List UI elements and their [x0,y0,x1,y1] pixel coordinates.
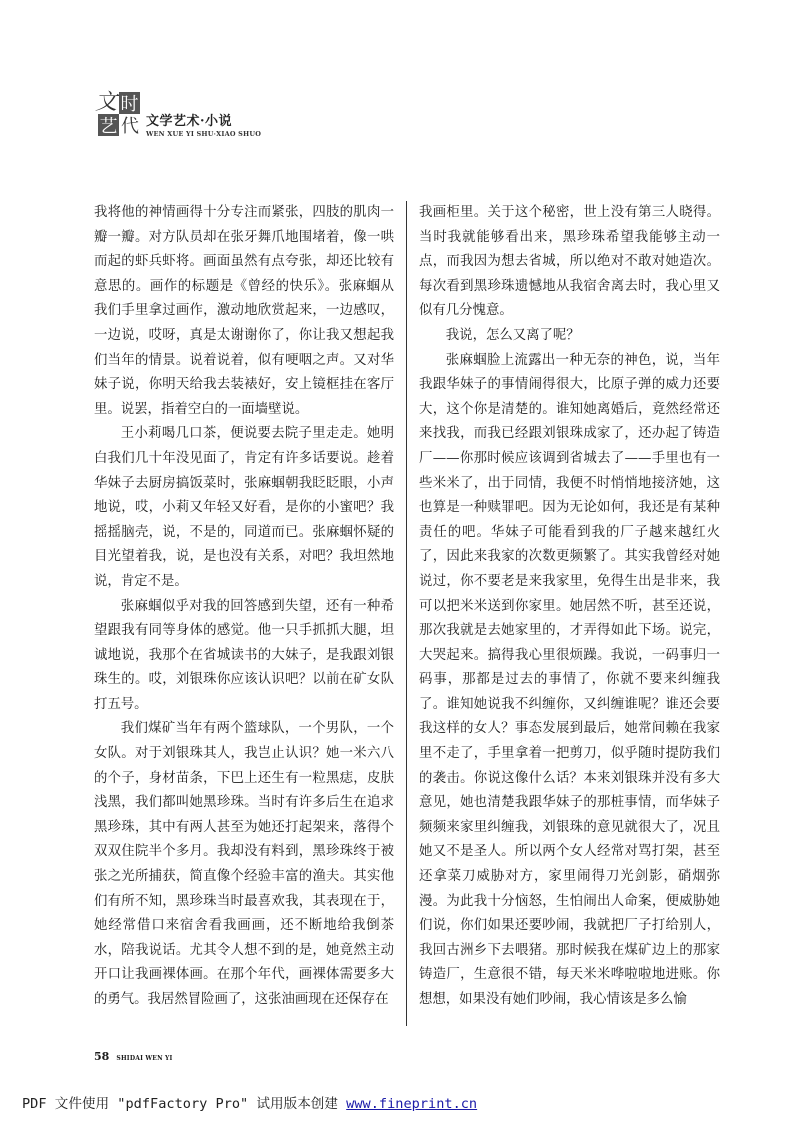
paragraph: 王小莉喝几口茶，便说要去院子里走走。她明白我们几十年没见面了，肯定有许多话要说。趁着华妹子去厨房搞饭菜时，张麻蝈朝我眨眨眼，小声地说，哎，小莉又年轻又好看，是你的小蜜吧？我摇摇脑壳，说，不是的，同道而已。张麻蝈怀疑的目光望着我，说，是也没有关系，对吧？我坦然地说，肯定不是。 [94,426,394,589]
logo-graphic [94,86,142,138]
section-title: 文学艺术·小说 [146,114,233,129]
page-number: 58 [94,1050,110,1063]
paragraph: 我们煤矿当年有两个篮球队，一个男队，一个女队。对于刘银珠其人，我岂止认识？她一米六八的个子，身材苗条，下巴上还生有一粒黑痣，皮肤浅黑，我们都叫她黑珍珠。当时有许多后生在追求黑珍珠，其中有两人甚至为她还打起架来，落得个双双住院半个多月。我却没有料到，黑珍珠终于被张之光所捕获，简直像个经验丰富的渔夫。其实他们有所不知，黑珍珠当时最喜欢我，其表现在于，她经常借口来宿舍看我画画，还不断地给我倒茶水，陪我说话。尤其令人想不到的是，她竟然主动开口让我画裸体画。在那个年代，画裸体需要多大的勇气。我居然冒险画了，这张油画现在还保存在 [94,721,394,1007]
right-column [419,201,720,1013]
left-column [94,201,394,1013]
paragraph: 我画柜里。关于这个秘密，世上没有第三人晓得。当时我就能够看出来，黑珍珠希望我能够主动一点，而我因为想去省城，所以绝对不敢对她造次。每次看到黑珍珠遗憾地从我宿舍离去时，我心里又似有几分愧意。 [419,205,720,319]
paragraph: 张麻蝈似乎对我的回答感到失望，还有一种希望跟我有同等身体的感觉。他一只手抓抓大腿，坦诚地说，我那个在省城读书的大妹子，是我跟刘银珠生的。哎，刘银珠你应该认识吧？以前在矿女队打五号。 [94,598,394,712]
magazine-header [94,86,294,146]
column-divider [406,201,407,1026]
footer-magazine-name: SHIDAI WEN YI [116,1055,173,1062]
fineprint-link[interactable]: www.fineprint.cn [346,1096,478,1112]
page-footer [94,1045,173,1064]
paragraph: 我将他的神情画得十分专注而紧张，四肢的肌肉一瓣一瓣。对方队员却在张牙舞爪地围堵着，像一哄而起的虾兵虾将。画面虽然有点夸张，却还比较有意思的。画作的标题是《曾经的快乐》。张麻蝈从我们手里拿过画作，激动地欣赏起来，一边感叹，一边说，哎呀，真是太谢谢你了，你让我又想起我们当年的情景。说着说着，似有哽咽之声。又对华妹子说，你明天给我去装裱好，安上镜框挂在客厅里。说罢，指着空白的一面墙壁说。 [94,205,394,417]
paragraph: 我说，怎么又离了呢？ [445,327,580,343]
svg-text:代: 代 [121,116,139,137]
pdf-watermark [22,1092,477,1112]
svg-text:时: 时 [120,94,139,115]
svg-text:艺: 艺 [99,116,118,137]
paragraph: 张麻蝈脸上流露出一种无奈的神色，说，当年我跟华妹子的事情闹得很大，比原子弹的威力还要大，这个你是清楚的。谁知她离婚后，竟然经常还来找我，而我已经跟刘银珠成家了，还办起了铸造厂——你那时候应该调到省城去了——手里也有一些米米了，出于同情，我便不时悄悄地接济她，这也算是一种赎罪吧。因为无论如何，我还是有某种责任的吧。华妹子可能看到我的厂子越来越红火了，因此来我家的次数更频繁了。其实我曾经对她说过，你不要老是来我家里，免得生出是非来，我可以把米米送到你家里。她居然不听，甚至还说，那次我就是去她家里的，才弄得如此下场。说完，大哭起来。搞得我心里很烦躁。我说，一码事归一码事，那都是过去的事情了，你就不要来纠缠我了。谁知她说我不纠缠你，又纠缠谁呢？谁还会要我这样的女人？事态发展到最后，她常间赖在我家里不走了，手里拿着一把剪刀，似乎随时提防我们的袭击。你说这像什么话？本来刘银珠并没有多大意见，她也清楚我跟华妹子的那桩事情，而华妹子频频来家里纠缠我，刘银珠的意见就很大了，况且她又不是圣人。所以两个女人经常对骂打架，甚至还拿菜刀威胁对方，家里闹得刀光剑影，硝烟弥漫。为此我十分恼怒，生怕闹出人命案，便威胁她们说，你们如果还要吵闹，我就把厂子打给别人，我回古洲乡下去喂猪。那时候我在煤矿边上的那家铸造厂，生意很不错，每天米米哗啦啦地进账。你想想，如果没有她们吵闹，我心情该是多么愉 [419,352,720,1007]
section-subtitle: WEN XUE YI SHU·XIAO SHUO [146,130,262,138]
magazine-logo [94,86,142,138]
watermark-text: PDF 文件使用 "pdfFactory Pro" 试用版本创建 [22,1096,347,1112]
svg-text:文: 文 [94,90,118,115]
